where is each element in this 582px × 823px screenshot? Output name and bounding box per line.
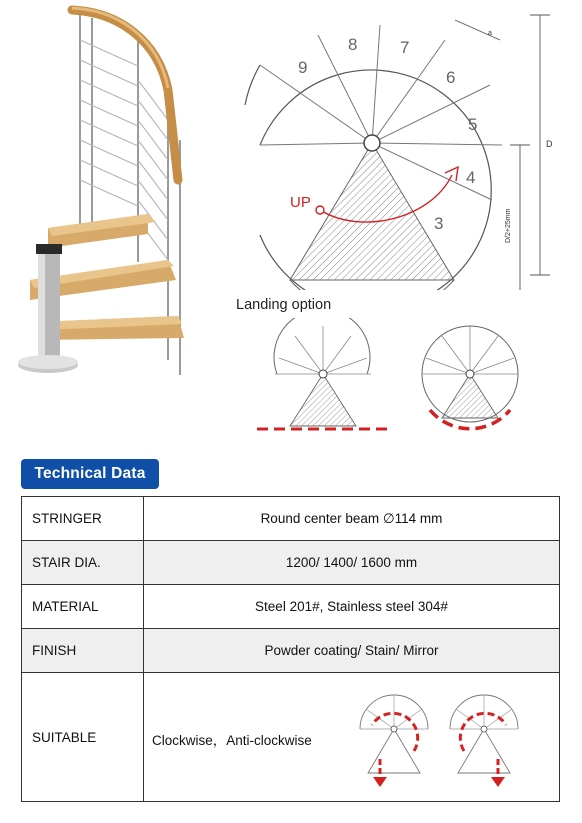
step-number: 3	[434, 214, 444, 233]
spec-value: Steel 201#, Stainless steel 304#	[144, 585, 560, 629]
spiral-stair-photo	[8, 0, 200, 395]
step-number: 4	[466, 168, 476, 187]
anticlockwise-icon	[444, 681, 524, 793]
table-row	[22, 585, 560, 629]
spec-key: SUITABLE	[22, 673, 144, 802]
landing-curved-diagram	[412, 318, 532, 434]
spec-value: Powder coating/ Stain/ Mirror	[144, 629, 560, 673]
step-number: 5	[468, 115, 478, 134]
technical-data-title: Technical Data	[21, 459, 159, 489]
landing-straight-diagram	[245, 318, 400, 434]
spec-key: STRINGER	[22, 497, 144, 541]
step-number: 6	[446, 68, 456, 87]
table-row	[22, 497, 560, 541]
up-label: UP	[290, 194, 311, 211]
table-row	[22, 673, 560, 802]
table-row	[22, 541, 560, 585]
clockwise-icon	[354, 681, 434, 793]
step-number: 9	[298, 58, 308, 77]
step-number: 8	[348, 35, 358, 54]
stair-plan-diagram	[220, 5, 580, 290]
dim-total-label: D	[546, 139, 553, 149]
suitable-cell	[144, 673, 560, 802]
step-number: 7	[400, 38, 410, 57]
spec-value: 1200/ 1400/ 1600 mm	[144, 541, 560, 585]
landing-caption: Landing option	[236, 297, 332, 313]
spec-table	[21, 496, 560, 802]
spec-key: FINISH	[22, 629, 144, 673]
dim-half-label: D/2+25mm	[505, 208, 512, 243]
table-row	[22, 629, 560, 673]
spec-key: MATERIAL	[22, 585, 144, 629]
spec-value: Clockwise，Anti-clockwise	[152, 733, 312, 748]
dim-small-label: a	[488, 30, 492, 37]
spec-key: STAIR DIA.	[22, 541, 144, 585]
spec-value: Round center beam ∅114 mm	[144, 497, 560, 541]
